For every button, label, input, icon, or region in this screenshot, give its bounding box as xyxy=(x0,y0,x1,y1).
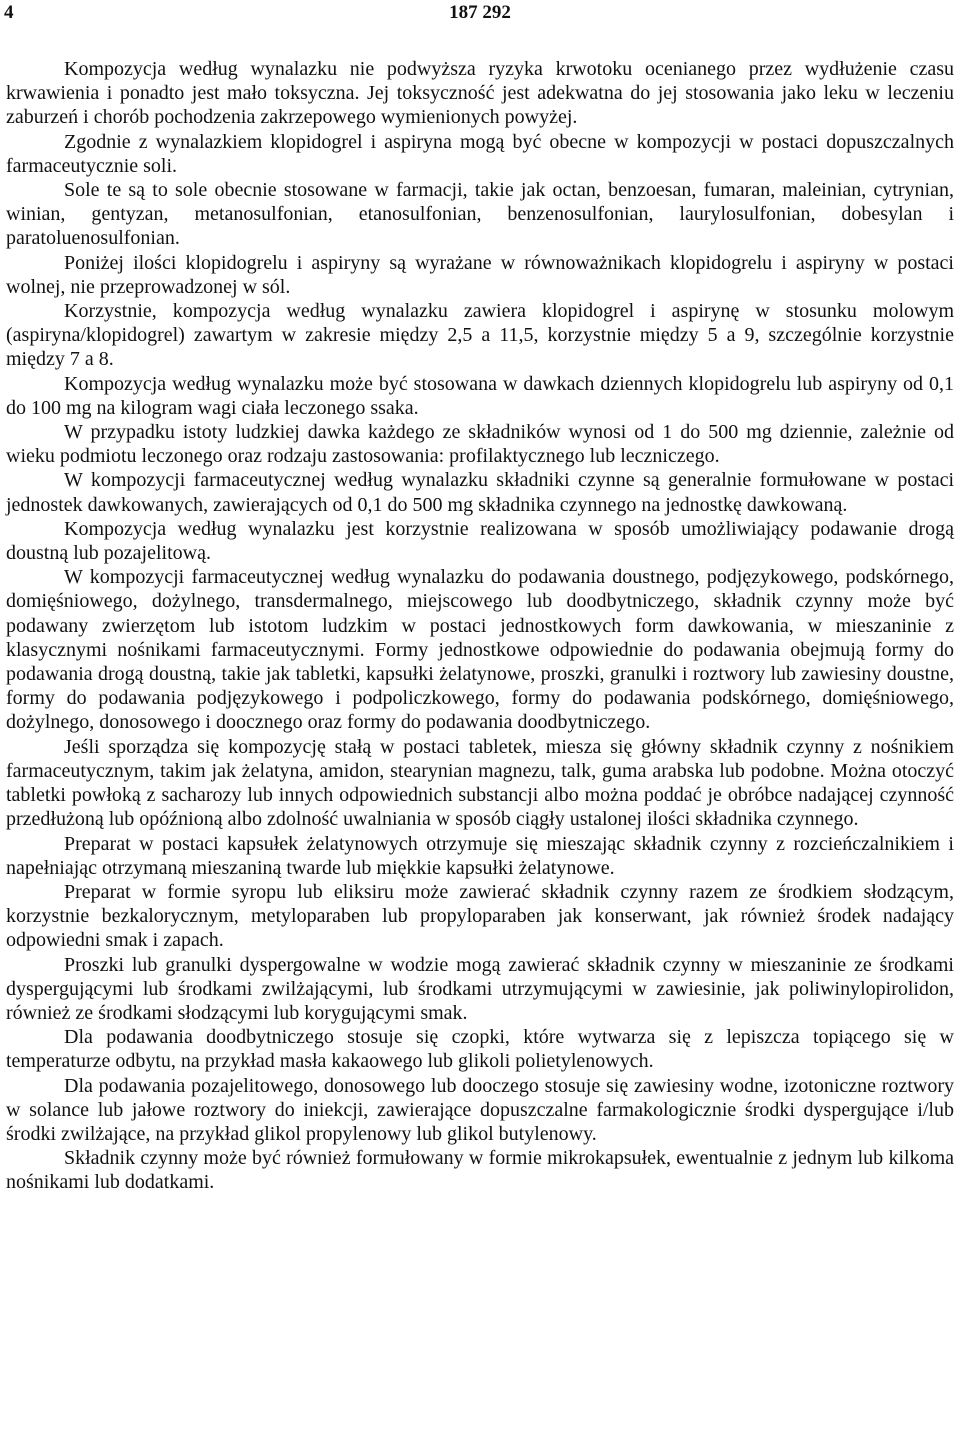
paragraph: Kompozycja według wynalazku jest korzystnie realizowana w sposób umożliwiający podawanie drogą doustną lub pozajelitową. xyxy=(6,517,954,565)
paragraph: Sole te są to sole obecnie stosowane w farmacji, takie jak octan, benzoesan, fumaran, maleinian, cytrynian, winian, gentyzan, metanosulfonian, etanosulfonian, benzenosulfonian, laurylosulfonian, dobesylan i paratoluenosulfonian. xyxy=(6,179,954,250)
paragraph: Dla podawania pozajelitowego, donosowego lub dooczego stosuje się zawiesiny wodne, izotoniczne roztwory w solance lub jałowe roztwory do iniekcji, zawierające dopuszczalne farmakologicznie środki dyspergujące i/lub środki zwilżające, na przykład glikol propylenowy lub glikol butylenowy. xyxy=(6,1074,954,1145)
paragraph: Preparat w postaci kapsułek żelatynowych otrzymuje się mieszając składnik czynny z rozcieńczalnikiem i napełniając otrzymaną mieszaniną twarde lub miękkie kapsułki żelatynowe. xyxy=(6,832,954,879)
paragraph: W przypadku istoty ludzkiej dawka każdego ze składników wynosi od 1 do 500 mg dziennie, zależnie od wieku podmiotu leczonego oraz rodzaju zastosowania: profilaktycznego lub leczniczego. xyxy=(6,421,954,468)
document-body xyxy=(6,57,954,1195)
paragraph: Dla podawania doodbytniczego stosuje się czopki, które wytwarza się z lepiszcza topiącego się w temperaturze odbytu, na przykład masła kakaowego lub glikoli polietylenowych. xyxy=(6,1026,954,1073)
page-header xyxy=(0,2,960,28)
paragraph: W kompozycji farmaceutycznej według wynalazku do podawania doustnego, podjęzykowego, podskórnego, domięśniowego, dożylnego, transdermalnego, miejscowego lub doodbytniczego, składnik czynny może być podawany zwierzętom lub istotom ludzkim w postaci jednostkowych form dawkowania, w mieszaninie z klasycznymi nośnikami farmaceutycznymi. Formy jednostkowe odpowiednie do podawania obejmują formy do podawania drogą doustną, takie jak tabletki, kapsułki żelatynowe, proszki, granulki i roztwory lub zawiesiny doustne, formy do podawania podjęzykowego i podpoliczkowego, formy do podawania podskórnego, domięśniowego, dożylnego, donosowego i doocznego oraz formy do podawania doodbytniczego. xyxy=(6,566,954,734)
patent-number: 187 292 xyxy=(449,2,511,23)
paragraph: Zgodnie z wynalazkiem klopidogrel i aspiryna mogą być obecne w kompozycji w postaci dopuszczalnych farmaceutycznie soli. xyxy=(6,130,954,177)
paragraph: Preparat w formie syropu lub eliksiru może zawierać składnik czynny razem ze środkiem słodzącym, korzystnie bezkalorycznym, metyloparaben lub propyloparaben jak konserwant, jak również środek nadający odpowiedni smak i zapach. xyxy=(6,880,954,952)
paragraph: Kompozycja według wynalazku nie podwyższa ryzyka krwotoku ocenianego przez wydłużenie czasu krwawienia i ponadto jest mało toksyczna. Jej toksyczność jest adekwatna do jej stosowania jako leku w leczeniu zaburzeń i chorób pochodzenia zakrzepowego wymienionych powyżej. xyxy=(6,58,954,129)
paragraph: Korzystnie, kompozycja według wynalazku zawiera klopidogrel i aspirynę w stosunku molowym (aspiryna/klopidogrel) zawartym w zakresie między 2,5 a 11,5, korzystnie między 5 a 9, szczególnie korzystnie między 7 a 8. xyxy=(6,300,954,371)
page-number: 4 xyxy=(4,2,14,23)
paragraph: W kompozycji farmaceutycznej według wynalazku składniki czynne są generalnie formułowane w postaci jednostek dawkowanych, zawierających od 0,1 do 500 mg składnika czynnego na jednostkę dawkowaną. xyxy=(6,469,954,516)
paragraph: Jeśli sporządza się kompozycję stałą w postaci tabletek, miesza się główny składnik czynny z nośnikiem farmaceutycznym, takim jak żelatyna, amidon, stearynian magnezu, talk, guma arabska lub podobne. Można otoczyć tabletki powłoką z sacharozy lub innych odpowiednich substancji albo można poddać je obróbce nadającej czynność przedłużoną lub opóźnioną albo zdolność uwalniania w sposób ciągły ustalonej ilości składnika czynnego. xyxy=(6,735,954,831)
paragraph: Kompozycja według wynalazku może być stosowana w dawkach dziennych klopidogrelu lub aspiryny od 0,1 do 100 mg na kilogram wagi ciała leczonego ssaka. xyxy=(6,372,954,419)
paragraph: Proszki lub granulki dyspergowalne w wodzie mogą zawierać składnik czynny w mieszaninie ze środkami dyspergującymi lub środkami zwilżającymi, lub środkami utrzymującymi w zawiesinie, jak poliwinylopirolidon, również ze środkami słodzącymi lub korygującymi smak. xyxy=(6,953,954,1024)
paragraph: Składnik czynny może być również formułowany w formie mikrokapsułek, ewentualnie z jednym lub kilkoma nośnikami lub dodatkami. xyxy=(6,1147,954,1194)
paragraph: Poniżej ilości klopidogrelu i aspiryny są wyrażane w równoważnikach klopidogrelu i aspiryny w postaci wolnej, nie przeprowadzonej w sól. xyxy=(6,251,954,298)
